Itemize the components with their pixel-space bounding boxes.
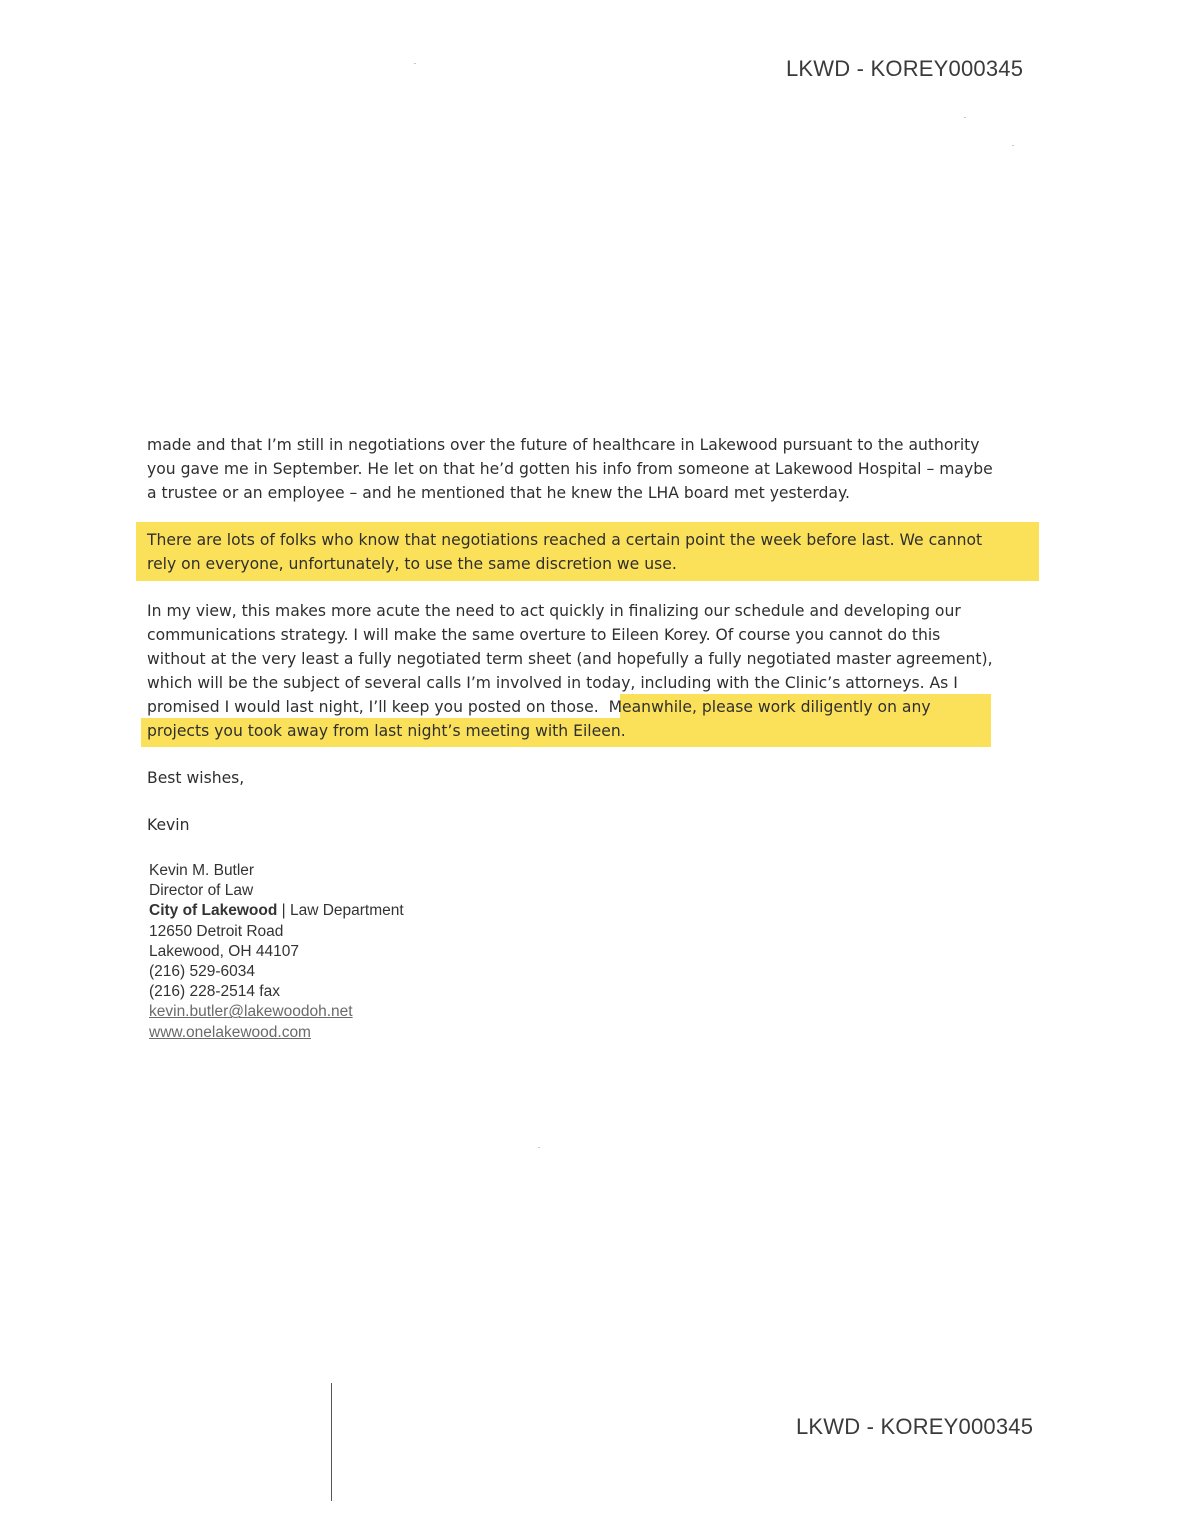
text-line: a trustee or an employee – and he mentioned that he knew the LHA board met yesterday.: [147, 484, 850, 502]
signature-org-bold: City of Lakewood: [149, 902, 278, 920]
signature-website-link[interactable]: www.onelakewood.com: [149, 1023, 311, 1041]
signature-fax: (216) 228-2514 fax: [149, 983, 280, 1001]
closing: [147, 766, 1047, 790]
text-line: [147, 695, 1047, 719]
email-signature: [149, 861, 404, 1043]
text-line: without at the very least a fully negotiated term sheet (and hopefully a fully negotiated master agreement),: [147, 650, 993, 668]
text-line-highlighted: projects you took away from last night’s meeting with Eileen.: [147, 722, 626, 740]
closing-text: Best wishes,: [147, 769, 245, 787]
scan-artifact-line: [331, 1383, 332, 1501]
text-highlighted: Meanwhile, please work diligently on any: [608, 698, 931, 716]
scan-speck: [964, 117, 966, 118]
text-plain: promised I would last night, I’ll keep you posted on those.: [147, 698, 599, 716]
signature-name: Kevin M. Butler: [149, 862, 255, 879]
bates-number-top: LKWD - KOREY000345: [786, 56, 1024, 81]
signature-org-dept: | Law Department: [277, 902, 404, 920]
signature-city: Lakewood, OH 44107: [149, 942, 299, 960]
text-line: you gave me in September. He let on that he’d gotten his info from someone at Lakewood Hospital – maybe: [147, 460, 993, 478]
bates-number-bottom: LKWD - KOREY000345: [796, 1414, 1034, 1439]
text-line: which will be the subject of several calls I’m involved in today, including with the Clinic’s attorneys. As I: [147, 674, 958, 692]
text-line: rely on everyone, unfortunately, to use the same discretion we use.: [147, 555, 677, 573]
signature-title: Director of Law: [149, 882, 254, 900]
signature-email-link[interactable]: kevin.butler@lakewoodoh.net: [149, 1003, 353, 1021]
sender-name-text: Kevin: [147, 816, 190, 834]
signature-phone: (216) 529-6034: [149, 963, 255, 981]
text-line: In my view, this makes more acute the need to act quickly in finalizing our schedule and developing our: [147, 602, 961, 620]
body-paragraph-2-highlighted: [147, 528, 1047, 576]
scan-speck: [1012, 145, 1014, 146]
text-line: There are lots of folks who know that negotiations reached a certain point the week before last. We cannot: [147, 531, 983, 549]
text-line: communications strategy. I will make the same overture to Eileen Korey. Of course you cannot do this: [147, 626, 941, 644]
body-paragraph-1: [147, 433, 1047, 505]
signature-street: 12650 Detroit Road: [149, 922, 284, 940]
signature-organization: [149, 901, 404, 921]
scan-speck: [538, 1147, 540, 1148]
body-paragraph-3: [147, 599, 1047, 743]
sender-first-name: [147, 813, 1047, 837]
scan-speck: [414, 63, 416, 64]
text-line: made and that I’m still in negotiations over the future of healthcare in Lakewood pursuant to the authority: [147, 436, 980, 454]
